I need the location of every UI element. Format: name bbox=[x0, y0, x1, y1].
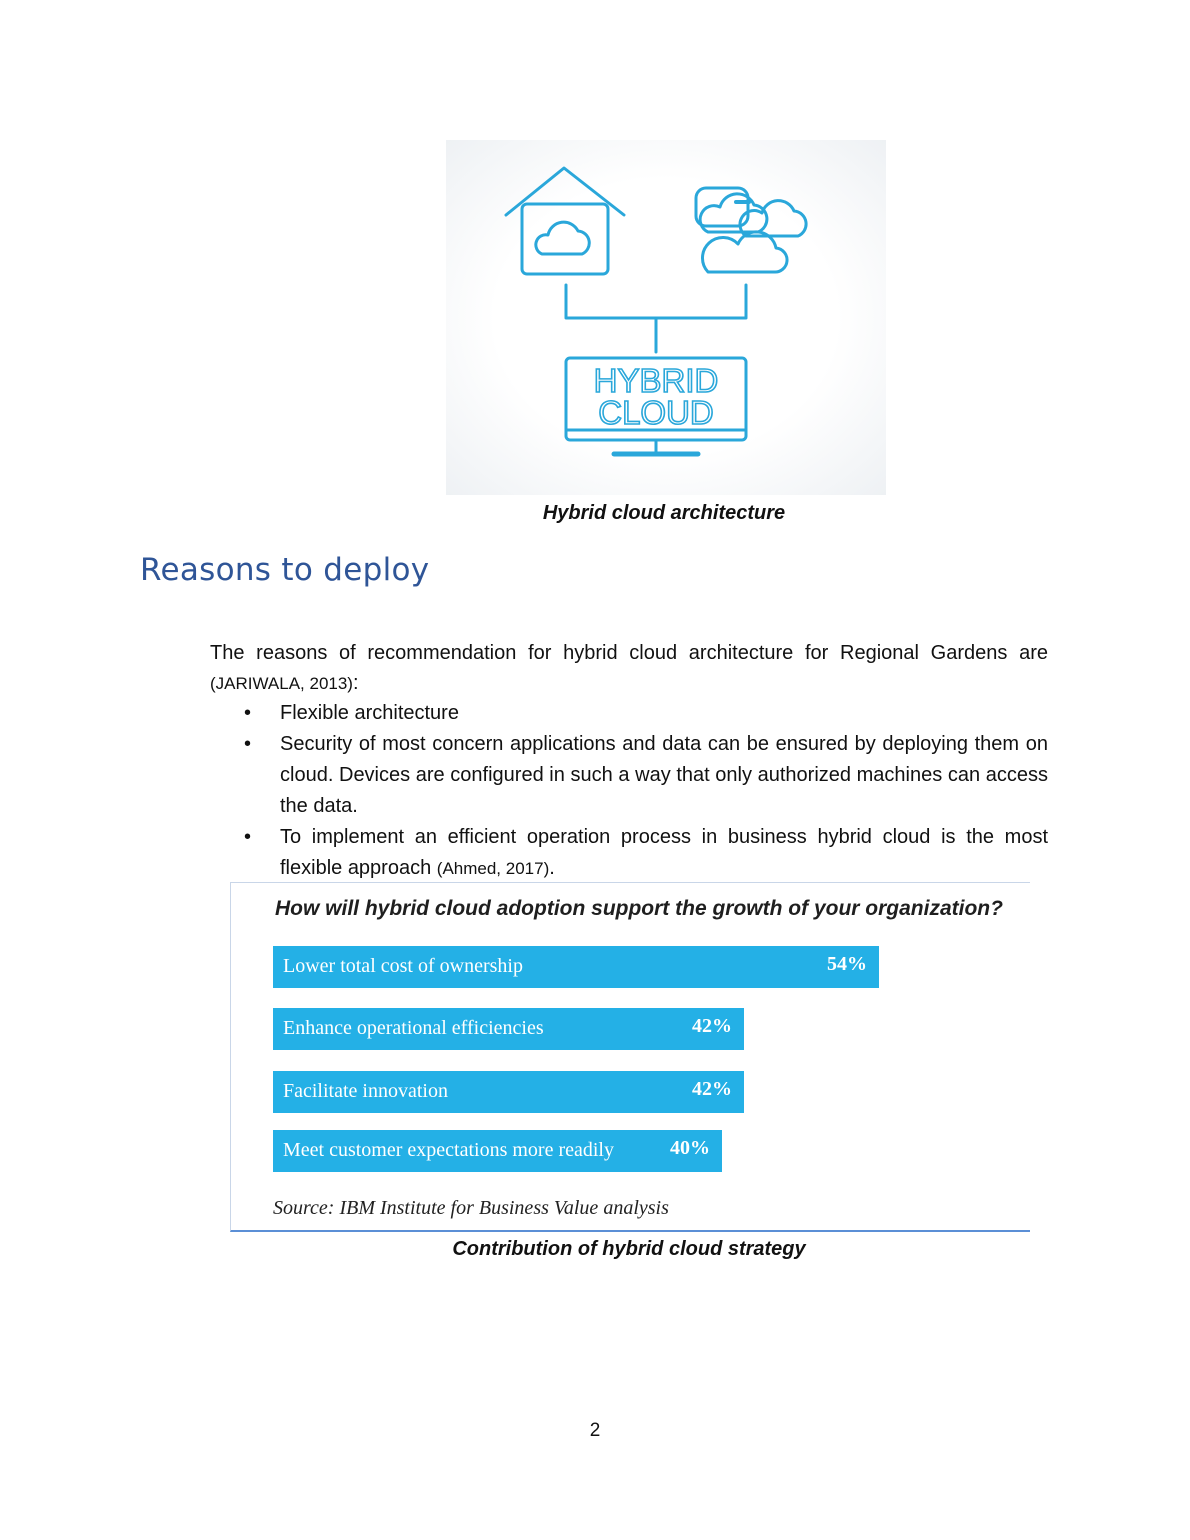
figure-caption: Contribution of hybrid cloud strategy bbox=[452, 1238, 806, 1260]
list-item bbox=[210, 729, 1048, 822]
chart-bar bbox=[273, 1071, 744, 1113]
bullet-icon: • bbox=[244, 826, 252, 848]
bar-label: Facilitate innovation bbox=[283, 1080, 448, 1102]
citation: (JARIWALA, 2013) bbox=[210, 674, 353, 693]
reasons-list bbox=[210, 698, 1048, 884]
list-item bbox=[210, 698, 1048, 729]
section-heading: Reasons to deploy bbox=[140, 552, 430, 588]
intro-paragraph bbox=[210, 638, 1048, 699]
cloud-icon bbox=[702, 232, 787, 272]
bar-value-label: 54% bbox=[827, 953, 867, 975]
bullet-icon: • bbox=[244, 733, 252, 755]
chart-bar bbox=[273, 1130, 722, 1172]
intro-end: : bbox=[352, 672, 359, 694]
bar-label: Enhance operational efficiencies bbox=[283, 1017, 544, 1039]
cloud-text: CLOUD bbox=[598, 394, 714, 431]
bar-label: Meet customer expectations more readily bbox=[283, 1139, 614, 1161]
chart-bar bbox=[273, 946, 879, 988]
figure-caption: Hybrid cloud architecture bbox=[542, 502, 786, 524]
hybrid-text: HYBRID bbox=[593, 362, 719, 399]
hybrid-cloud-figure bbox=[446, 140, 886, 495]
list-item-end: . bbox=[549, 857, 555, 879]
bar-label: Lower total cost of ownership bbox=[283, 955, 523, 977]
list-item-text: Flexible architecture bbox=[280, 702, 459, 724]
page-number: 2 bbox=[589, 1420, 601, 1441]
list-item bbox=[210, 822, 1048, 884]
bullet-icon: • bbox=[244, 702, 252, 724]
citation: (Ahmed, 2017) bbox=[436, 859, 550, 878]
connector-line bbox=[566, 285, 746, 318]
house-body-icon bbox=[522, 204, 608, 274]
chart-source: Source: IBM Institute for Business Value analysis bbox=[273, 1197, 669, 1219]
hybrid-cloud-diagram bbox=[446, 140, 886, 495]
intro-text: The reasons of recommendation for hybrid cloud architecture for Regional Gardens are bbox=[210, 642, 1048, 664]
cloud-icon bbox=[536, 222, 589, 254]
list-item-text: To implement an efficient operation process in business hybrid cloud is the most flexible approach bbox=[280, 826, 1048, 879]
growth-bar-chart bbox=[230, 882, 1030, 1232]
bar-value-label: 42% bbox=[692, 1078, 732, 1100]
house-roof-icon bbox=[506, 168, 624, 215]
list-item-text: Security of most concern applications and data can be ensured by deploying them on cloud. Devices are configured in such a way that only authorized machines can access the data. bbox=[280, 733, 1048, 817]
chart-bar bbox=[273, 1008, 744, 1050]
chart-title: How will hybrid cloud adoption support the growth of your organization? bbox=[275, 897, 1003, 920]
bar-value-label: 40% bbox=[670, 1137, 710, 1159]
bar-value-label: 42% bbox=[692, 1015, 732, 1037]
